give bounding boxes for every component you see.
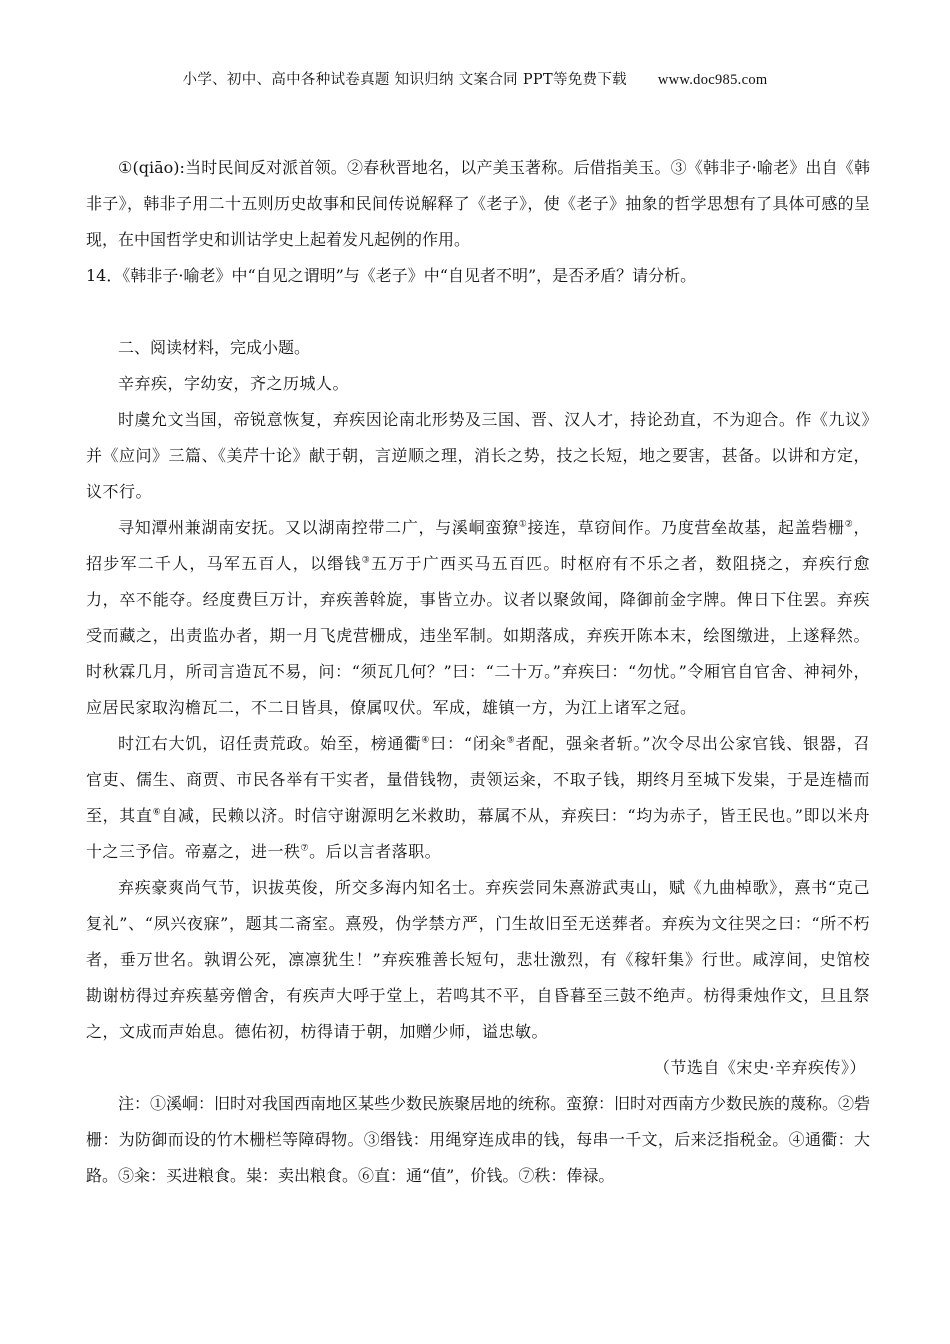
para3-text-a: 寻知潭州兼湖南安抚。又以湖南控带二广，与溪峒蛮獠 — [118, 518, 519, 537]
para4-text-b: 曰：“闭籴 — [430, 734, 507, 753]
para4-text-d: 自减，民赖以济。时信守谢源明乞米救助，幕属不从，弃疾曰：“均为赤子，皆王民也。”即以米舟十之三予信。帝嘉之，进一秩 — [86, 806, 870, 861]
footnote-marker-6: ⑥ — [152, 807, 162, 818]
passage-paragraph-2: 时虞允文当国，帝锐意恢复，弃疾因论南北形势及三国、晋、汉人才，持论劲直，不为迎合。作《九议》并《应问》三篇、《美芹十论》献于朝，言逆顺之理，消长之势，技之长短，地之要害，甚备。以讲和方定，议不行。 — [86, 410, 871, 501]
passage-paragraph-1: 辛弃疾，字幼安，齐之历城人。 — [118, 374, 350, 393]
notes-top: ①(qiāo):当时民间反对派首领。②春秋晋地名，以产美玉著称。后借指美玉。③《韩非子·喻老》出自《韩非子》，韩非子用二十五则历史故事和民间传说解释了《老子》，使《老子》抽象的哲学思想有了具体可感的呈现，在中国哲学史和训诂学史上起着发凡起例的作用。 — [86, 158, 870, 249]
header-site: www.doc985.com — [657, 72, 768, 88]
passage-source: （节选自《宋史·辛弃疾传》） — [653, 1058, 866, 1077]
passage-paragraph-5: 弃疾豪爽尚气节，识拔英俊，所交多海内知名士。弃疾尝同朱熹游武夷山，赋《九曲棹歌》，熹书“克己复礼”、“夙兴夜寐”，题其二斋室。熹殁，伪学禁方严，门生故旧至无送葬者。弃疾为文往哭之曰：“所不朽者，垂万世名。孰谓公死，凛凛犹生！”弃疾雅善长短句，悲壮激烈，有《稼轩集》行世。咸淳间，史馆校勘谢枋得过弃疾墓旁僧舍，有疾声大呼于堂上，若鸣其不平，自昏暮至三鼓不绝声。枋得秉烛作文，旦且祭之，文成而声始息。德佑初，枋得请于朝，加赠少师，谥忠敏。 — [86, 878, 870, 1041]
footnote-marker-4: ④ — [421, 735, 431, 746]
header-text: 小学、初中、高中各种试卷真题 知识归纳 文案合同 PPT等免费下载 — [182, 72, 627, 88]
footnote-marker-3: ③ — [361, 555, 372, 566]
para4-text-a: 时江右大饥，诏任责荒政。始至，榜通衢 — [118, 734, 422, 753]
section-title: 二、阅读材料，完成小题。 — [118, 338, 311, 357]
footnote-marker-2: ② — [844, 519, 854, 530]
question-14: 14．《韩非子·喻老》中“自见之谓明”与《老子》中“自见者不明”，是否矛盾？请分析。 — [86, 266, 697, 285]
para4-text-c: 者配，强籴者斩。”次令尽出公家官钱、银器，召官吏、儒生、商贾、市民各举有干实者，量借钱物，责领运籴，不取子钱，期终月至城下发粜，于是连樯而至，其直 — [86, 734, 870, 825]
document-body — [86, 150, 870, 1194]
notes-bottom: 注：①溪峒：旧时对我国西南地区某些少数民族聚居地的统称。蛮獠：旧时对西南方少数民族的蔑称。②砦栅：为防御而设的竹木栅栏等障碍物。③缗钱：用绳穿连成串的钱，每串一千文，后来泛指税金。④通衢：大路。⑤籴：买进粮食。粜：卖出粮食。⑥直：通“值”，价钱。⑦秩：俸禄。 — [86, 1094, 871, 1185]
para4-text-e: 。后以言者落职。 — [309, 842, 442, 861]
para3-text-b: 接连，草窃间作。乃度营垒故基，起盖砦栅 — [527, 518, 845, 537]
page-header — [0, 68, 950, 89]
footnote-marker-7: ⑦ — [300, 843, 310, 854]
passage-paragraph-4 — [86, 726, 870, 870]
footnote-marker-5: ⑤ — [506, 735, 516, 746]
passage-paragraph-3 — [86, 510, 870, 726]
spacer — [86, 294, 870, 330]
para3-text-c: ，招步军二千人，马军五百人，以缗钱 — [86, 518, 870, 573]
footnote-marker-1: ① — [518, 519, 528, 530]
para3-text-d: 五万于广西买马五百匹。时枢府有不乐之者，数阻挠之，弃疾行愈力，卒不能夺。经度费巨万计，弃疾善斡旋，事皆立办。议者以聚敛闻，降御前金字牌。俾日下住罢。弃疾受而藏之，出责监办者，期一月飞虎营栅成，违坐军制。如期落成，弃疾开陈本末，绘图缴进，上遂释然。时秋霖几月，所司言造瓦不易，问：“须瓦几何？”曰：“二十万。”弃疾曰：“勿忧。”令厢官自官舍、神祠外，应居民家取沟檐瓦二，不二日皆具，僚属叹伏。军成，雄镇一方，为江上诸军之冠。 — [86, 554, 870, 717]
